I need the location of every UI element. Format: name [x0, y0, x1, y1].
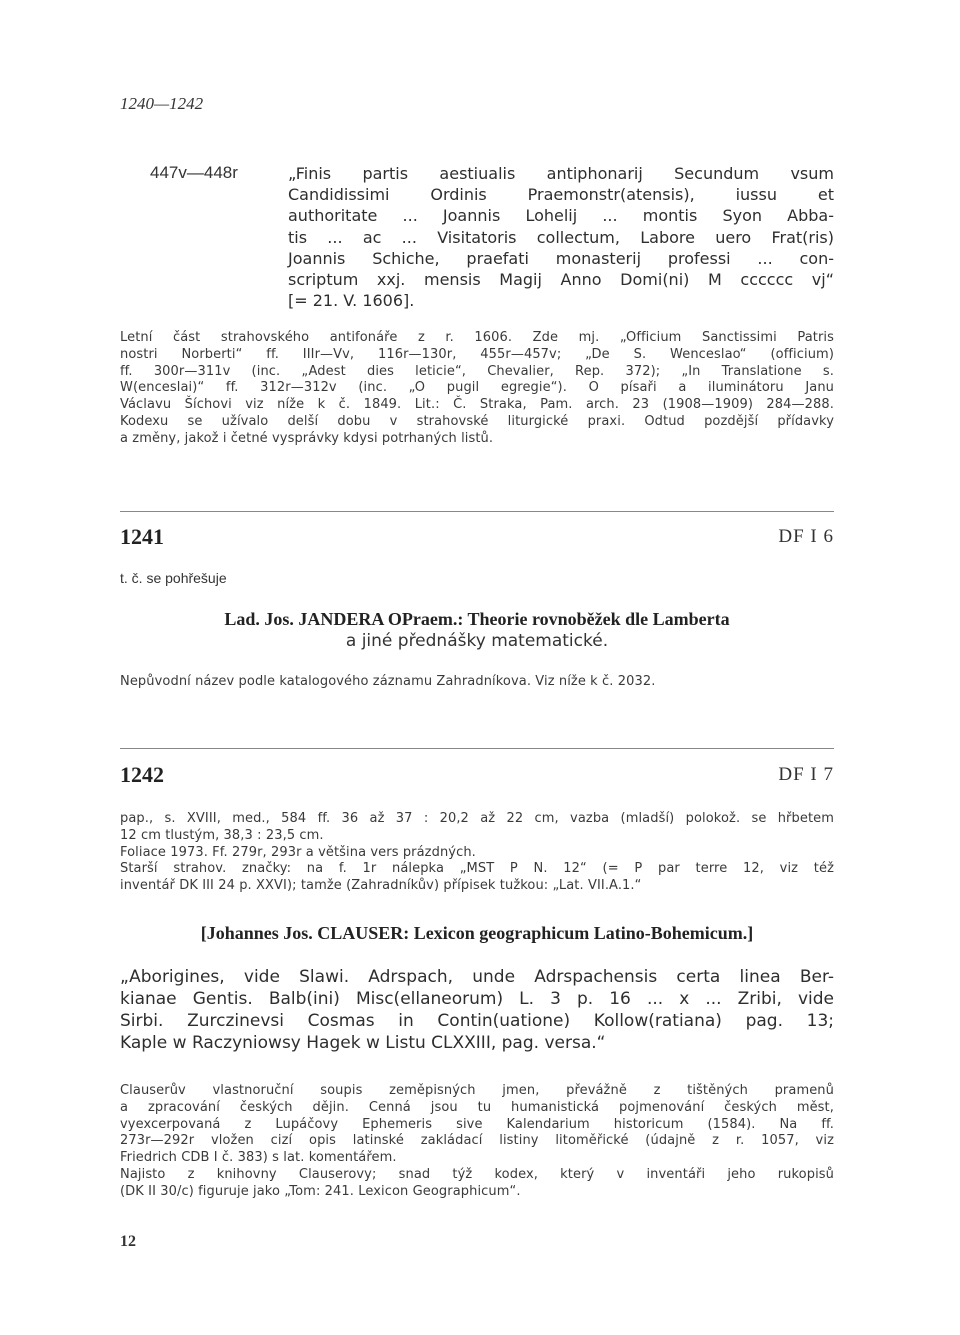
- quote-line: Kaple w Raczyniowsy Hagek w Listu CLXXIII, pag. versa.“: [120, 1033, 606, 1053]
- entry-title: [120, 609, 834, 651]
- note-line: a změny, jakož i četné vysprávky kdysi potrhaných listů.: [120, 430, 494, 446]
- note-line: Letní část strahovského antifonáře z r. 1606. Zde mj. „Officium Sanctissimi Patris: [120, 330, 834, 345]
- entry-1241-note: [120, 674, 834, 691]
- note-line: W(enceslai)“ ff. 312r—312v (inc. „O pugil egregie“). O písaři a iluminátoru Janu: [120, 380, 834, 396]
- shelfmark: DF I 6: [778, 526, 834, 547]
- entry-1240-note: [120, 330, 834, 448]
- quote-line: „Finis partis aestiualis antiphonarij Secundum vsum: [288, 164, 834, 183]
- entry-number: 1242: [120, 762, 164, 787]
- section-divider: [120, 511, 834, 512]
- entry-number: 1241: [120, 524, 164, 549]
- entry-1242-note: [120, 1083, 834, 1201]
- note-line: Najisto z knihovny Clauserovy; snad týž kodex, který v inventáři jeho rukopisů: [120, 1166, 834, 1182]
- running-head: 1240—1242: [120, 94, 204, 113]
- section-divider: [120, 748, 834, 749]
- note-line: vyexcerpovaná z Lupáčovy Ephemeris sive Kalendarium historicum (1584). Na ff.: [120, 1116, 834, 1132]
- quote-line: Sirbi. Zurczinevsi Cosmas in Contin(uatione) Kollow(ratiana) pag. 13;: [120, 1011, 834, 1031]
- quote-line: authoritate ... Joannis Lohelij ... montis Syon Abba-: [288, 206, 834, 226]
- note-line: Kodexu se užívalo delší dobu v strahovské liturgické praxi. Odtud pozdější přídavky: [120, 413, 834, 429]
- entry-title: [Johannes Jos. CLAUSER: Lexicon geographicum Latino-Bohemicum.]: [200, 923, 754, 943]
- quote-line: Candidissimi Ordinis Praemonstr(atensis), iussu et: [288, 185, 834, 205]
- quote-line: [= 21. V. 1606].: [288, 291, 415, 311]
- title-continuation: a jiné přednášky matematické.: [345, 631, 609, 651]
- note-line: 273r—292r vložen cizí opis latinské zakládací listiny litoměřické (údajně z r. 1057, viz: [120, 1133, 834, 1149]
- status-note: t. č. se pohřešuje: [120, 570, 227, 586]
- folio-reference: 447v—448r: [150, 163, 238, 182]
- note-line: a zpracování českých dějin. Cenná jsou tu humanistická pojmenování českých měst,: [120, 1099, 834, 1115]
- quote-line: tis ... ac ... Visitatoris collectum, Labore uero Frat(ris): [288, 227, 834, 247]
- quote-line: kianae Gentis. Balb(ini) Misc(ellaneorum) L. 3 p. 16 ... x ... Zribi, vide: [120, 989, 834, 1009]
- description-line: 12 cm tlustým, 38,3 : 23,5 cm.: [120, 827, 324, 843]
- shelfmark: DF I 7: [778, 764, 834, 785]
- incipit-quote: [120, 966, 834, 1054]
- page-number: 12: [120, 1233, 136, 1250]
- note-line: Nepůvodní název podle katalogového záznamu Zahradníkova. Viz níže k č. 2032.: [120, 674, 656, 689]
- title-main: Lad. Jos. JANDERA OPraem.: Theorie rovnoběžek dle Lamberta: [224, 609, 730, 629]
- note-line: ff. 300r—311v (inc. „Adest dies leticie“, Chevalier, Rep. 372); „In Translatione s.: [120, 363, 834, 379]
- description-line: inventář DK III 24 p. XXVI); tamže (Zahradníkův) přípisek tužkou: „Lat. VII.A.1.“: [120, 878, 642, 894]
- description-line: pap., s. XVIII, med., 584 ff. 36 až 37 : 20,2 až 22 cm, vazba (mladší) polokož. se hřbetem: [120, 811, 834, 826]
- codex-description: [120, 811, 834, 895]
- quote-line: scriptum xxj. mensis Magij Anno Domi(ni) M cccccc vj“: [288, 270, 834, 290]
- quote-line: Joannis Schiche, praefati monasterij professi ... con-: [288, 248, 834, 268]
- note-line: Friedrich CDB I č. 383) s lat. komentářem.: [120, 1150, 397, 1166]
- note-line: nostri Norberti“ ff. IIIr—Vv, 116r—130r, 455r—457v; „De S. Wenceslao“ (officium): [120, 346, 834, 362]
- quote-line: „Aborigines, vide Slawi. Adrspach, unde Adrspachensis certa linea Ber-: [120, 967, 834, 987]
- description-line: Foliace 1973. Ff. 279r, 293r a většina vers prázdných.: [120, 844, 476, 860]
- note-line: (DK II 30/c) figuruje jako „Tom: 241. Lexicon Geographicum“.: [120, 1183, 521, 1199]
- note-line: Václavu Šíchovi viz níže k č. 1849. Lit.: Č. Straka, Pam. arch. 23 (1908—1909) 284—288.: [120, 397, 834, 413]
- description-line: Starší strahov. značky: na f. 1r nálepka „MST P N. 12“ (= P par terre 12, viz též: [120, 861, 834, 877]
- incipit-quote: [288, 163, 834, 311]
- note-line: Clauserův vlastnoruční soupis zeměpisných jmen, převážně z tištěných pramenů: [120, 1083, 834, 1098]
